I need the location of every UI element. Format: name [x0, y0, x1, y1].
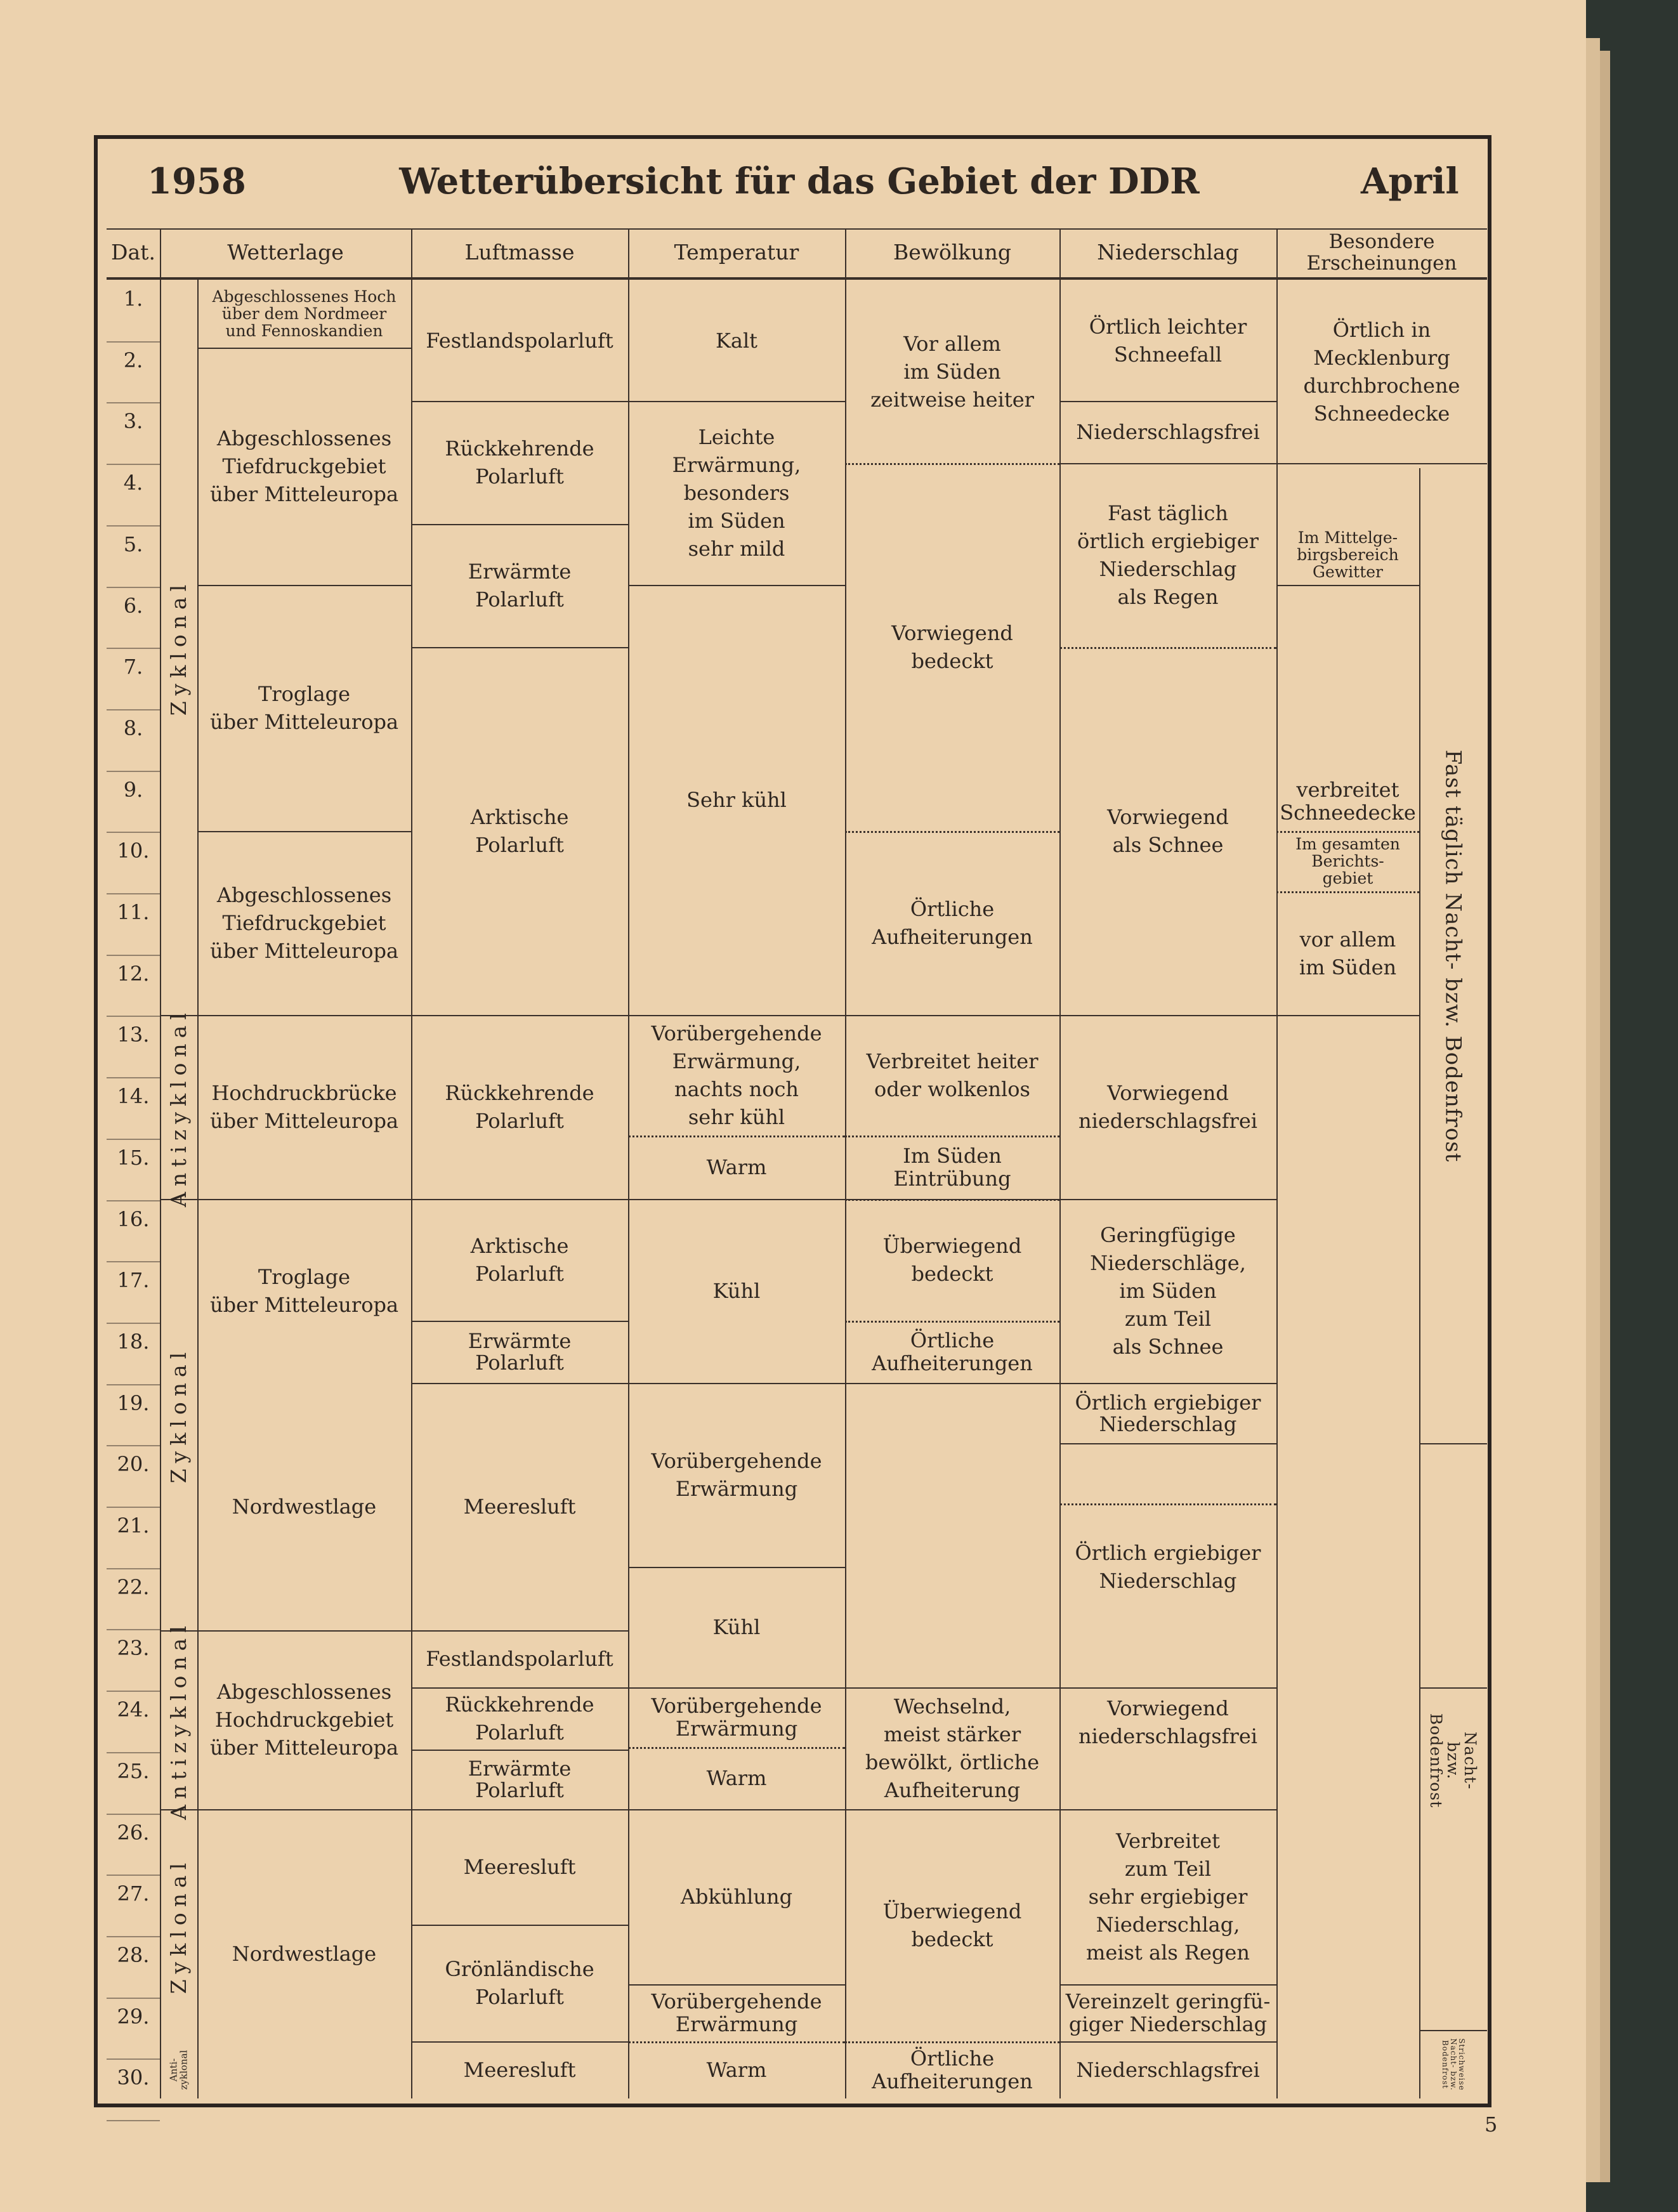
rule: [107, 1691, 160, 1692]
date-cell: 29.: [117, 2004, 150, 2029]
bewoelkung-cell: Örtliche Aufheiterungen: [872, 897, 1033, 949]
luftmasse-cell: Erwärmte Polarluft: [468, 560, 572, 612]
date-cell: 17.: [117, 1268, 150, 1293]
luftmasse-cell: Rückkehrende Polarluft: [445, 436, 594, 488]
date-cell: 12.: [117, 961, 150, 986]
wetterlage-cell: Hochdruckbrücke über Mitteleuropa: [209, 1081, 399, 1133]
luftmasse-cell: Meeresluft: [463, 1495, 576, 1519]
temperatur-cell: Kalt: [715, 328, 758, 353]
date-cell: 30.: [117, 2065, 150, 2090]
wetterlage-cell: Abgeschlossenes Hoch über dem Nordmeer und Fennoskandien: [212, 287, 397, 340]
date-cell: 14.: [117, 1084, 150, 1109]
luftmasse-cell: Meeresluft: [463, 1855, 576, 1879]
rule: [107, 341, 160, 343]
date-cell: 13.: [117, 1023, 150, 1047]
rule: [107, 2058, 160, 2060]
temperatur-cell: Warm: [706, 1766, 767, 1790]
date-cell: 11.: [117, 900, 150, 924]
rule: [1276, 1015, 1419, 1016]
rule: [107, 1998, 160, 1999]
rule: [107, 587, 160, 588]
luftmasse-cell: Rückkehrende Polarluft: [445, 1692, 594, 1744]
date-cell: 3.: [123, 409, 143, 434]
niederschlag-cell: Vorwiegend niederschlagsfrei: [1078, 1696, 1257, 1748]
temperatur-cell: Warm: [706, 1155, 767, 1179]
luftmasse-cell: Festlandspolarluft: [426, 1647, 613, 1671]
niederschlag-cell: Niederschlagsfrei: [1076, 420, 1260, 444]
column-header: Dat.: [111, 240, 155, 265]
temperatur-cell: Leichte Erwärmung, besonders im Süden sehr mild: [672, 425, 801, 561]
besondere-cell: Im gesamten Berichts- gebiet: [1295, 835, 1400, 887]
frost-label: Strichweise Nacht- bzw. Bodenfrost: [1440, 2038, 1466, 2091]
page-edge: [1600, 51, 1610, 2182]
luftmasse-cell: Meeresluft: [463, 2058, 576, 2082]
wetterlage-cell: Abgeschlossenes Tiefdruckgebiet über Mitteleuropa: [209, 883, 399, 963]
header-year: 1958: [147, 160, 246, 202]
rule: [1419, 1443, 1487, 1444]
date-cell: 20.: [117, 1452, 150, 1477]
rule: [107, 893, 160, 894]
date-cell: 5.: [123, 532, 143, 556]
date-cell: 23.: [117, 1636, 150, 1661]
rule: [107, 1077, 160, 1078]
rule: [107, 2120, 160, 2121]
column-header: Besondere Erscheinungen: [1306, 230, 1457, 275]
temperatur-cell: Kühl: [712, 1279, 761, 1303]
date-cell: 7.: [123, 655, 143, 679]
rule: [107, 648, 160, 649]
rule: [1276, 585, 1419, 586]
rule: [1276, 463, 1487, 464]
bewoelkung-cell: Wechselnd, meist stärker bewölkt, örtliche Aufheiterung: [865, 1694, 1040, 1802]
date-cell: 26.: [117, 1820, 150, 1845]
date-cell: 21.: [117, 1514, 150, 1538]
niederschlag-cell: Vereinzelt geringfü- giger Niederschlag: [1065, 1989, 1271, 2036]
column-header: Niederschlag: [1097, 240, 1239, 265]
date-cell: 10.: [117, 839, 150, 863]
wetterlage-cell: Nordwestlage: [232, 1942, 377, 1966]
page-edge: [1586, 38, 1600, 2182]
temperatur-cell: Warm: [706, 2058, 767, 2082]
besondere-cell: Örtlich in Mecklenburg durchbrochene Schneedecke: [1303, 317, 1460, 426]
date-cell: 18.: [117, 1329, 150, 1354]
frost-label: Nacht- bzw. Bodenfrost: [1427, 1713, 1480, 1808]
zyklonal-label: Zyklonal: [166, 1346, 192, 1483]
niederschlag-cell: Verbreitet zum Teil sehr ergiebiger Niederschlag, meist als Regen: [1086, 1829, 1250, 1965]
date-cell: 2.: [123, 348, 143, 372]
date-cell: 16.: [117, 1207, 150, 1231]
bewoelkung-cell: Überwiegend bedeckt: [882, 1899, 1022, 1951]
rule: [845, 1383, 1059, 1384]
rule: [1059, 1443, 1276, 1444]
rule: [107, 1139, 160, 1140]
rule: [1276, 228, 1278, 2098]
rule: [107, 1323, 160, 1324]
luftmasse-cell: Erwärmte Polarluft: [468, 1757, 572, 1802]
date-cell: 28.: [117, 1942, 150, 1967]
page-number: 5: [1485, 2112, 1498, 2137]
temperatur-cell: Vorübergehende Erwärmung: [651, 1989, 822, 2036]
zyklonal-label: Antizyklonal: [166, 1007, 191, 1207]
date-cell: 25.: [117, 1758, 150, 1783]
rule: [107, 1445, 160, 1446]
temperatur-cell: Vorübergehende Erwärmung: [651, 1449, 822, 1501]
rule: [107, 1629, 160, 1630]
rule: [1276, 468, 1278, 471]
date-cell: 15.: [117, 1145, 150, 1170]
rule: [107, 771, 160, 772]
bewoelkung-cell: Im Süden Eintrübung: [893, 1144, 1011, 1191]
bewoelkung-cell: Überwiegend bedeckt: [882, 1234, 1022, 1286]
rule: [107, 525, 160, 527]
wetterlage-cell: Nordwestlage: [232, 1495, 377, 1519]
date-cell: 19.: [117, 1391, 150, 1415]
bewoelkung-cell: Vorwiegend bedeckt: [891, 621, 1013, 673]
niederschlag-cell: Niederschlagsfrei: [1076, 2058, 1260, 2082]
besondere-cell: verbreitet Schneedecke: [1280, 777, 1416, 825]
rule: [107, 1875, 160, 1876]
niederschlag-cell: Fast täglich örtlich ergiebiger Niederschlag als Regen: [1077, 501, 1259, 609]
date-cell: 4.: [123, 471, 143, 495]
luftmasse-cell: Arktische Polarluft: [470, 805, 569, 857]
zyklonal-label: Zyklonal: [166, 1857, 192, 1994]
niederschlag-cell: Örtlich ergiebiger Niederschlag: [1075, 1541, 1261, 1593]
rule: [107, 832, 160, 833]
bewoelkung-cell: Verbreitet heiter oder wolkenlos: [866, 1049, 1039, 1101]
wetterlage-cell: Abgeschlossenes Hochdruckgebiet über Mitteleuropa: [209, 1680, 399, 1760]
date-cell: 24.: [117, 1698, 150, 1722]
niederschlag-cell: Vorwiegend niederschlagsfrei: [1078, 1081, 1257, 1133]
zyklonal-label: Anti- zyklonal: [167, 2050, 190, 2090]
column-header: Bewölkung: [893, 240, 1012, 265]
luftmasse-cell: Grönländische Polarluft: [445, 1957, 594, 2009]
temperatur-cell: Kühl: [712, 1615, 761, 1639]
rule: [107, 228, 1487, 230]
column-header: Wetterlage: [227, 240, 344, 265]
luftmasse-cell: Rückkehrende Polarluft: [445, 1081, 594, 1133]
niederschlag-cell: Örtlich ergiebiger Niederschlag: [1075, 1390, 1261, 1436]
wetterlage-cell: Troglage über Mitteleuropa: [209, 1265, 399, 1317]
rule: [107, 1200, 160, 1201]
date-cell: 27.: [117, 1882, 150, 1906]
rule: [107, 1752, 160, 1753]
niederschlag-cell: Geringfügige Niederschläge, im Süden zum Teil als Schnee: [1090, 1223, 1246, 1359]
frost-label: Fast täglich Nacht- bzw. Bodenfrost: [1440, 749, 1466, 1162]
wetterlage-cell: Abgeschlossenes Tiefdruckgebiet über Mitteleuropa: [209, 426, 399, 506]
bewoelkung-cell: Örtliche Aufheiterungen: [872, 1328, 1033, 1375]
date-cell: 8.: [123, 716, 143, 740]
bewoelkung-cell: Örtliche Aufheiterungen: [872, 2046, 1033, 2093]
date-cell: 9.: [123, 777, 143, 802]
column-header: Luftmasse: [464, 240, 575, 265]
niederschlag-cell: Vorwiegend als Schnee: [1107, 805, 1229, 857]
header-month: April: [1361, 160, 1459, 202]
rule: [107, 1814, 160, 1815]
temperatur-cell: Abkühlung: [680, 1885, 793, 1909]
rule: [107, 1568, 160, 1569]
temperatur-cell: Vorübergehende Erwärmung, nachts noch sehr kühl: [651, 1021, 822, 1129]
rule: [107, 464, 160, 465]
date-cell: 6.: [123, 593, 143, 618]
rule: [107, 1261, 160, 1262]
rule: [107, 709, 160, 710]
rule: [107, 955, 160, 956]
besondere-cell: Im Mittelge- birgsbereich Gewitter: [1297, 528, 1399, 581]
column-header: Temperatur: [674, 240, 799, 265]
header-title: Wetterübersicht für das Gebiet der DDR: [399, 160, 1200, 202]
rule: [107, 1507, 160, 1508]
niederschlag-cell: Örtlich leichter Schneefall: [1089, 314, 1247, 367]
rule: [107, 1936, 160, 1937]
date-cell: 22.: [117, 1574, 150, 1599]
zyklonal-label: Zyklonal: [166, 579, 192, 716]
rule: [107, 402, 160, 403]
temperatur-cell: Vorübergehende Erwärmung: [651, 1694, 822, 1741]
zyklonal-label: Antizyklonal: [166, 1620, 191, 1820]
date-cell: 1.: [123, 287, 143, 311]
rule: [107, 1384, 160, 1385]
luftmasse-cell: Arktische Polarluft: [470, 1234, 569, 1286]
besondere-cell: vor allem im Süden: [1299, 927, 1397, 979]
luftmasse-cell: Erwärmte Polarluft: [468, 1329, 572, 1375]
temperatur-cell: Sehr kühl: [686, 788, 787, 812]
wetterlage-cell: Troglage über Mitteleuropa: [209, 682, 399, 734]
rule: [107, 1016, 160, 1017]
luftmasse-cell: Festlandspolarluft: [426, 328, 613, 353]
bewoelkung-cell: Vor allem im Süden zeitweise heiter: [870, 331, 1034, 412]
